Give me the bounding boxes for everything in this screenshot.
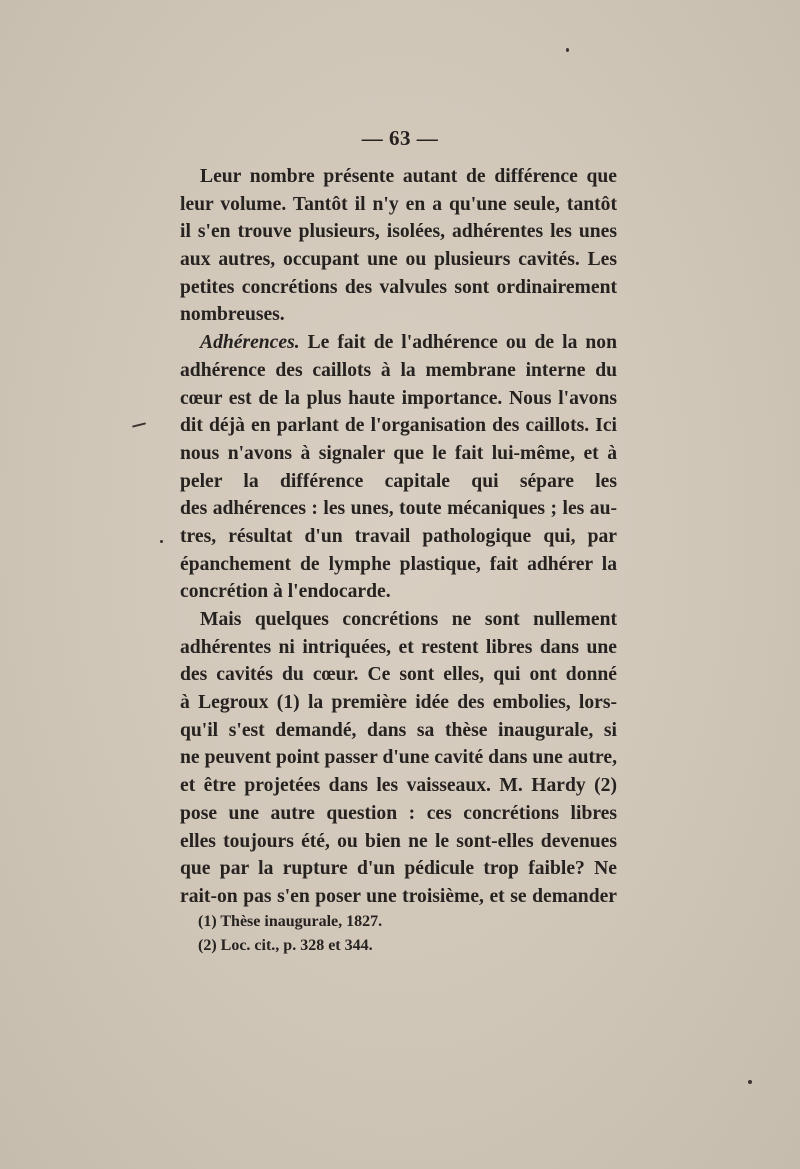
footnotes: [198, 910, 618, 958]
text-line: [180, 689, 617, 717]
text-line: [180, 412, 617, 440]
text-line: [180, 329, 617, 357]
footnote: (2) Loc. cit., p. 328 et 344.: [198, 937, 373, 954]
text-line: [180, 606, 617, 634]
line-text: rait-on pas s'en poser une troisième, et se demander: [180, 885, 617, 907]
paper-speck: [132, 422, 146, 427]
line-text: des cavités du cœur. Ce sont elles, qui ont donné: [180, 664, 617, 686]
text-line: [180, 274, 617, 302]
body-text: [180, 163, 617, 911]
line-text: des adhérences : les unes, toute mécaniques ; les au-: [180, 498, 617, 520]
text-line: [180, 800, 617, 828]
line-text: épanchement de lymphe plastique, fait adhérer la: [180, 553, 617, 575]
line-text: il s'en trouve plusieurs, isolées, adhérentes les unes: [180, 221, 617, 243]
line-text: cœur est de la plus haute importance. Nous l'avons: [180, 387, 617, 409]
line-text: petites concrétions des valvules sont ordinairement: [180, 276, 617, 298]
line-text: nous n'avons à signaler que le fait lui-même, et à: [180, 442, 617, 464]
text-line: [180, 191, 617, 219]
line-text: Mais quelques concrétions ne sont nullement: [200, 609, 617, 630]
line-text: tres, résultat d'un travail pathologique qui, par: [180, 525, 617, 547]
text-line: [180, 772, 617, 800]
line-text: Le fait de l'adhérence ou de la non: [307, 332, 617, 354]
text-line: [180, 523, 617, 551]
line-text: elles toujours été, ou bien ne le sont-elles devenues: [180, 830, 617, 852]
line-text: dit déjà en parlant de l'organisation des caillots. Ici: [180, 415, 617, 437]
line-text: qu'il s'est demandé, dans sa thèse inaugurale, si: [180, 719, 617, 741]
text-line: [180, 357, 617, 385]
line-text: leur volume. Tantôt il n'y en a qu'une seule, tantôt: [180, 193, 617, 215]
line-text: concrétion à l'endocarde.: [180, 581, 391, 603]
text-line: [180, 495, 617, 523]
text-line: [180, 661, 617, 689]
text-line: [180, 744, 617, 772]
text-line: [180, 246, 617, 274]
paper-speck: [748, 1080, 752, 1084]
line-text: Leur nombre présente autant de différence que: [200, 166, 617, 187]
line-text: adhérentes ni intriquées, et restent libres dans une: [180, 636, 617, 658]
line-text: pose une autre question : ces concrétions libres: [180, 802, 617, 824]
text-line: [180, 883, 617, 911]
footnote: (1) Thèse inaugurale, 1827.: [198, 913, 383, 930]
text-line: [180, 717, 617, 745]
line-text: ne peuvent point passer d'une cavité dans une autre,: [180, 747, 617, 769]
line-text: à Legroux (1) la première idée des embolies, lors-: [180, 692, 617, 714]
text-line: [180, 578, 617, 606]
text-line: [180, 634, 617, 662]
text-line: [180, 440, 617, 468]
line-text: et être projetées dans les vaisseaux. M. Hardy (2): [180, 775, 617, 797]
text-line: [180, 385, 617, 413]
section-heading: Adhérences.: [200, 332, 300, 354]
line-text: nombreuses.: [180, 304, 285, 326]
line-text: adhérence des caillots à la membrane interne du: [180, 359, 617, 381]
paper-speck: [160, 540, 163, 543]
paper-speck: [566, 48, 569, 52]
text-line: [180, 468, 617, 496]
line-text: aux autres, occupant une ou plusieurs cavités. Les: [180, 249, 617, 271]
text-line: [180, 551, 617, 579]
line-text: que par la rupture d'un pédicule trop faible? Ne: [180, 858, 617, 880]
text-line: [180, 301, 617, 329]
text-line: [180, 218, 617, 246]
text-line: [180, 855, 617, 883]
text-line: [180, 163, 617, 191]
page-number: — 63 —: [361, 126, 439, 150]
text-line: [180, 828, 617, 856]
line-text: peler la différence capitale qui sépare les: [180, 470, 617, 492]
